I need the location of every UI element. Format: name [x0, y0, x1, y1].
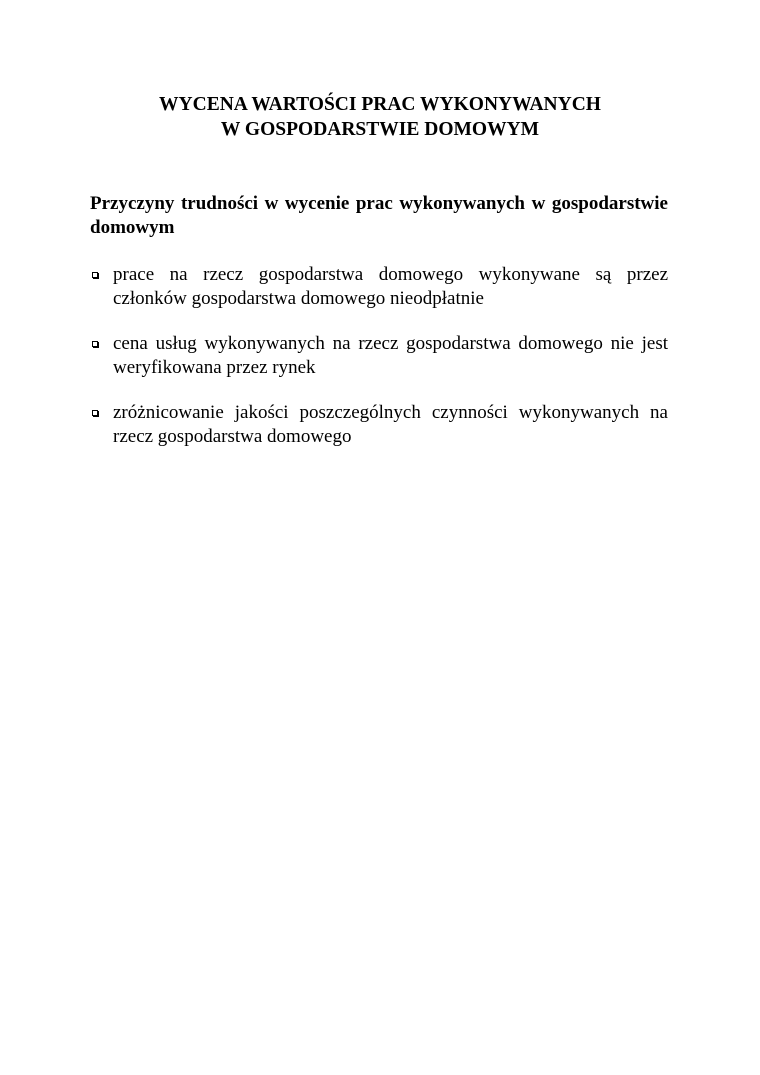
list-item-text: cena usług wykonywanych na rzecz gospodarstwa domowego nie jest weryfikowana przez rynek: [113, 333, 668, 378]
section-heading: Przyczyny trudności w wycenie prac wykonywanych w gospodarstwie domowym: [90, 193, 668, 238]
list-item: [90, 332, 668, 379]
list-item-text: prace na rzecz gospodarstwa domowego wykonywane są przez członków gospodarstwa domowego nieodpłatnie: [113, 264, 668, 309]
list-item: [90, 401, 668, 448]
bullet-list: [90, 263, 668, 470]
hollow-square-bullet-icon: [92, 341, 98, 347]
page-title-line-2: W GOSPODARSTWIE DOMOWYM: [220, 119, 540, 140]
hollow-square-bullet-icon: [92, 410, 98, 416]
page-title-line-1: WYCENA WARTOŚCI PRAC WYKONYWANYCH: [159, 94, 601, 115]
hollow-square-bullet-icon: [92, 272, 98, 278]
page-title: [90, 92, 670, 142]
list-item: [90, 263, 668, 310]
list-item-text: zróżnicowanie jakości poszczególnych czynności wykonywanych na rzecz gospodarstwa domowego: [113, 402, 668, 447]
